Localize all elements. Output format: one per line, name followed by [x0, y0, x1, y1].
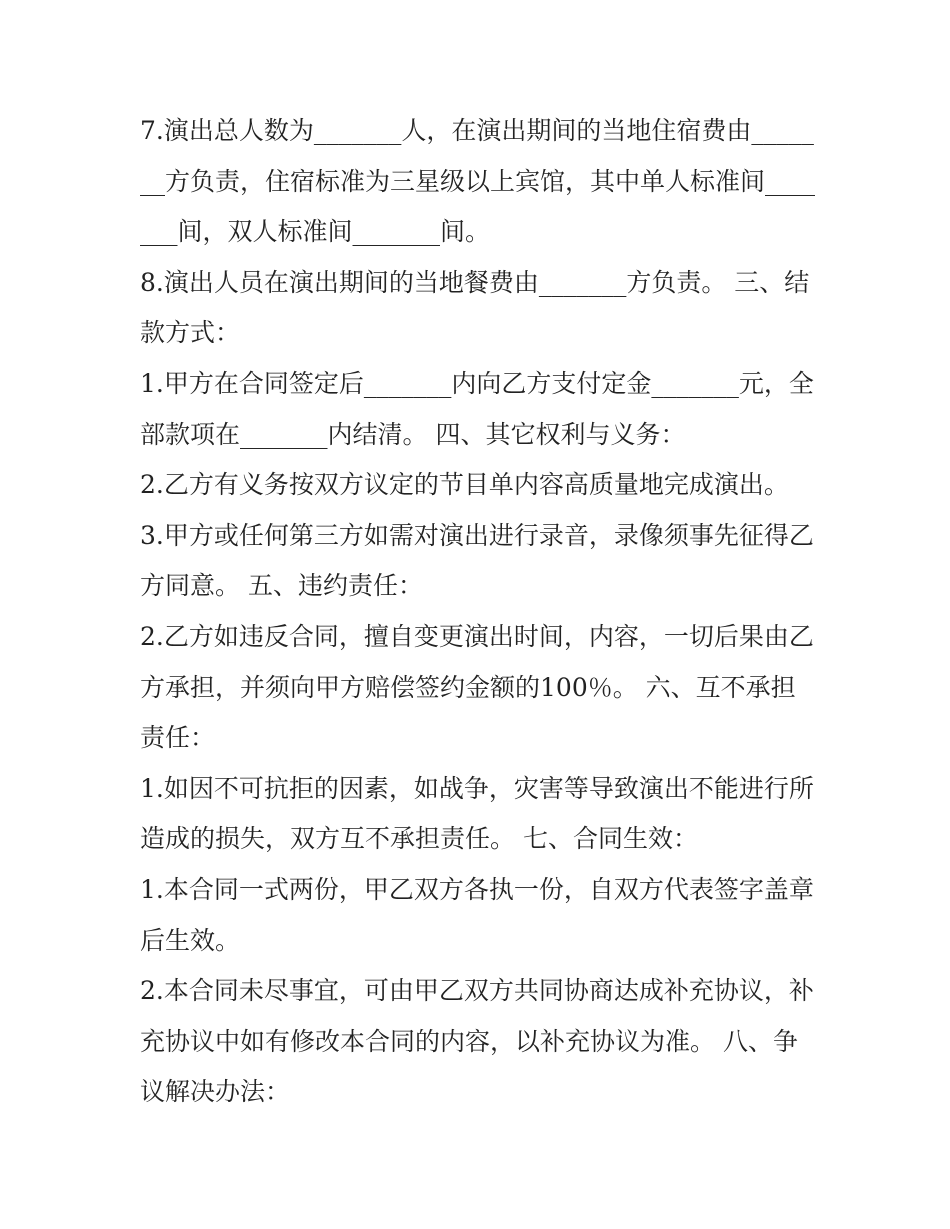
paragraph-accommodation: 7.演出总人数为_______人，在演出期间的当地住宿费由_______方负责，住宿标准为三星级以上宾馆，其中单人标准间_______间，双人标准间_______间。: [140, 116, 816, 247]
paragraph-performance-obligation: 2.乙方有义务按双方议定的节目单内容高质量地完成演出。 3.甲方或任何第三方如需对演出进行录音，录像须事先征得乙方同意。 五、违约责任：: [140, 470, 814, 601]
paragraph-supplement: 2.本合同未尽事宜，可由甲乙双方共同协商达成补充协议，补充协议中如有修改本合同的内容，以补充协议为准。 八、争议解决办法：: [140, 976, 814, 1107]
paragraph-effectiveness: 1.本合同一式两份，甲乙双方各执一份，自双方代表签字盖章后生效。: [140, 874, 814, 955]
document-body: [140, 106, 820, 1118]
paragraph-breach: 2.乙方如违反合同，擅自变更演出时间，内容，一切后果由乙方承担，并须向甲方赔偿签约金额的100％。 六、互不承担责任：: [140, 621, 814, 753]
paragraph-deposit: 1.甲方在合同签定后_______内向乙方支付定金_______元，全部款项在_______内结清。 四、其它权利与义务：: [140, 368, 814, 449]
paragraph-meals: 8.演出人员在演出期间的当地餐费由_______方负责。 三、结款方式：: [140, 267, 810, 348]
paragraph-force-majeure: 1.如因不可抗拒的因素，如战争，灾害等导致演出不能进行所造成的损失，双方互不承担责任。 七、合同生效：: [140, 773, 814, 854]
